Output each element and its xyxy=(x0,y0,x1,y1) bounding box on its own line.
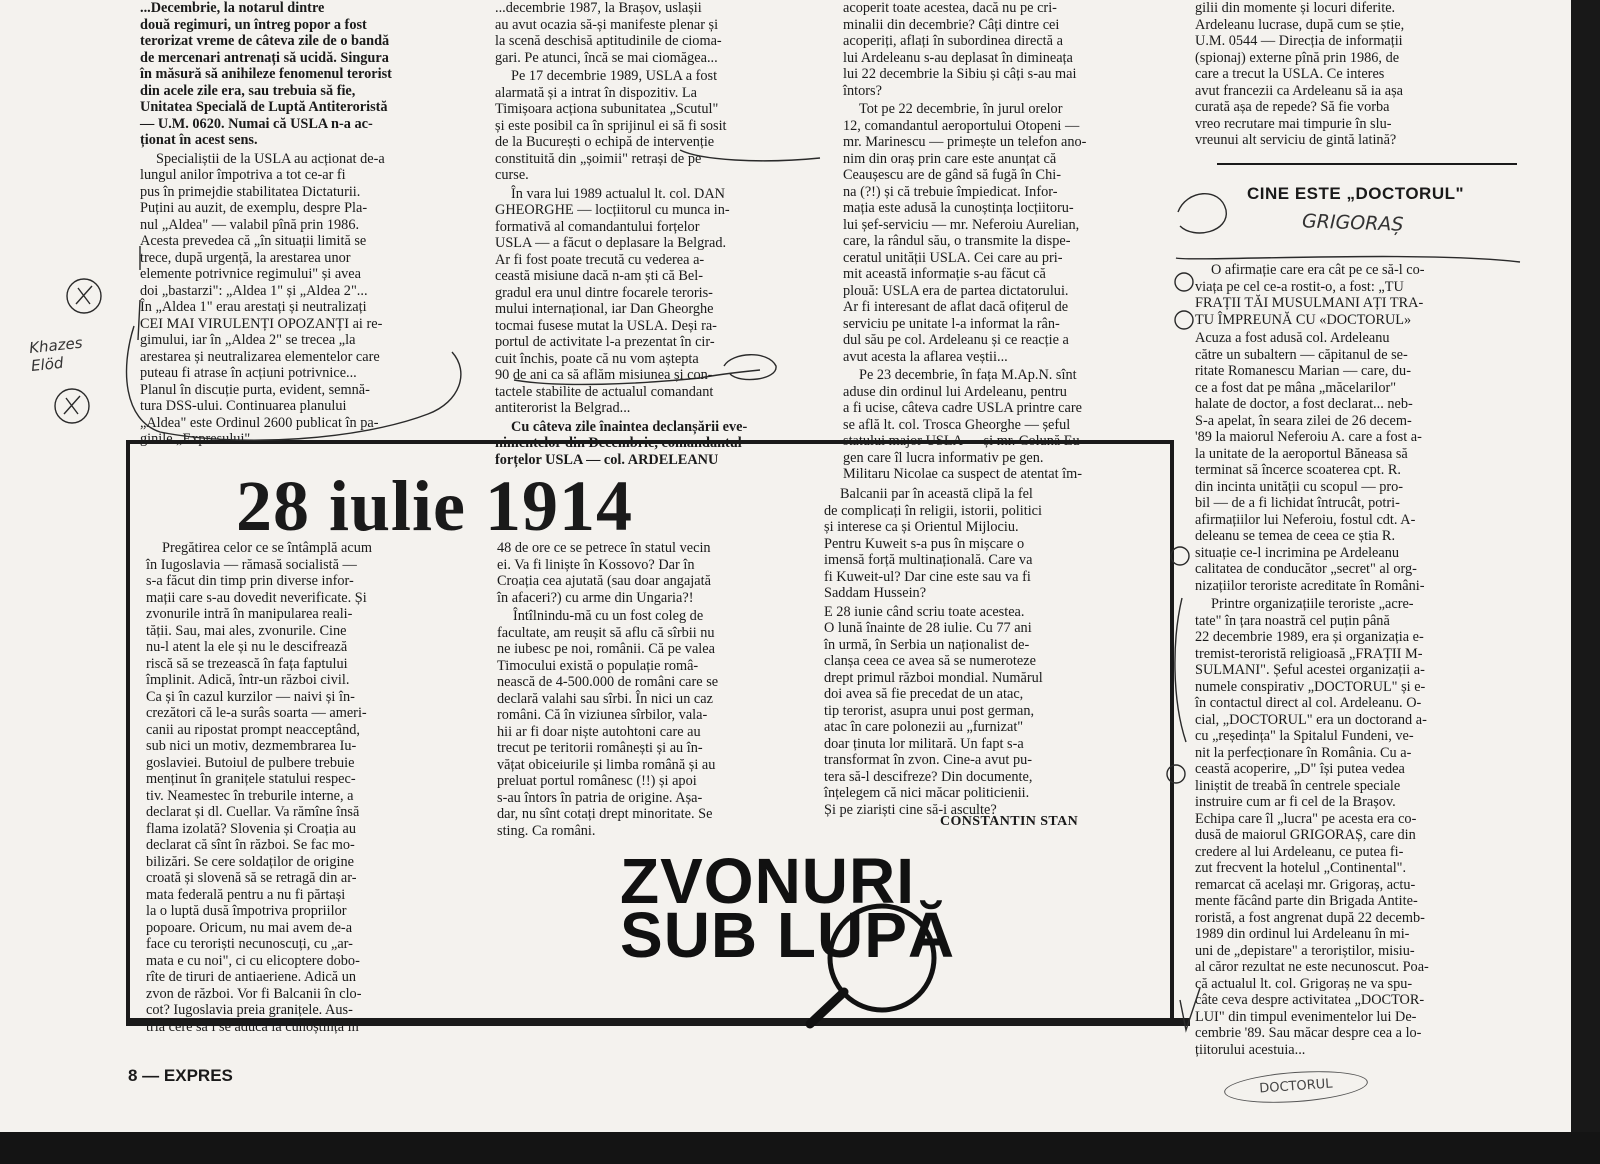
paragraph: O afirmație care era cât pe ce să-l co- viața pe cel ce-a rostit-o, a fost: „TU FRAȚII TĂI MUSULMANI AȚI TRA- TU ÎMPREUNĂ CU «DOCTORUL» xyxy=(1195,262,1425,328)
paragraph: Întîlnindu-mă cu un fost coleg de facultate, am reușit să aflu că sîrbii nu ne iubesc pe noi, românii. Că pe valea Timocului există o populație româ- nească de 4-500.000 de români care se declară valahi sau sîrbi. În nici un caz români. Că în viziunea sîrbilor, vala- hii ar fi doar niște autohtoni care au trecut pe teritorii românești și au în- vățat obiceiurile și limba română și au preluat portul românesc (!!) și apoi s-au întors în patria de origine. Așa- dar, nu sînt cotați drept minoritate. Se sting. Ca români. xyxy=(497,608,719,839)
scan-edge xyxy=(1571,0,1600,1132)
paragraph: ...Decembrie, la notarul dintre două regimuri, un întreg popor a fost terorizat vreme de câteva zile de o bandă de mercenari antrenați să ucidă. Singura în măsură să anihileze fenomenul terorist din acele zile era, sau trebuia să fie, Unitatea Specială de Luptă Antiteroristă — U.M. 0620. Numai că USLA n-a ac- ționat în acest sens. xyxy=(140,0,392,148)
handwritten-stamp: DOCTORUL xyxy=(1223,1067,1369,1107)
paragraph: ...decembrie 1987, la Brașov, uslașii au avut ocazia să-și manifeste plenar și la scenă deschisă aptitudinile de cioma- gari. Pe atunci, încă se mai ciomăgea... xyxy=(495,0,722,66)
paragraph: Pe 17 decembrie 1989, USLA a fost alarmată și a intrat în dispozitiv. La Timișoara acționa subunitatea „Scutul" și este posibil ca în sprijinul ei să fi sosit de la București o echipă de intervenție constituită din „șoimii" retrași de pe curse. xyxy=(495,68,727,183)
section-title: CINE ESTE „DOCTORUL" xyxy=(1247,184,1465,203)
logo-line-2: SUB LUPĂ xyxy=(620,899,956,971)
paragraph: Printre organizațiile teroriste „acre- tate" în țara noastră cel puțin până 22 decembrie 1989, era și organizația e- tremist-teroristă religioasă „FRAȚII M- SULMANI". Șeful acestei organizații a- numele conspirativ „DOCTORUL" și e- în contactul direct al col. Ardeleanu. O- cial, „DOCTORUL" era un doctorand a- cu „reședința" la Spitalul Fundeni, ve- nit la perfecționare în România. Cu a- ceastă acoperire, „D" își putea vedea liniștit de treabă în centrele speciale instruire cum ar fi cel de la Brașov. Echipa care îl „lucra" pe acesta era co- dusă de maiorul GRIGORAȘ, care din credere al lui Ardeleanu, ce putea fi- zut frecvent la hotelul „Continental". remarcat că același mr. Grigoraș, actu- mente făcând parte din Brigada Antite- roristă, a fost angrenat după 22 decemb- 1989 din ordinul lui Ardeleanu în mi- uni de „depistare" a teroriștilor, misiu- al căror rezultat ne este necunoscut. Poa- că actualul lt. col. Grigoraș ne va spu- câte ceva despre activitatea „DOCTOR- LUI" din timpul evenimentelor lui De- cembrie '89. Sau măcar despre cea a lo- țiitorului acestuia... xyxy=(1195,596,1429,1058)
paragraph: Tot pe 22 decembrie, în jurul orelor 12, comandantul aeroportului Otopeni — mr. Marinescu — primește un telefon ano- nim din oraș prin care este anunțat că Ceaușescu are de gând să fugă în Chi- na (?!) și că trebuie împiedicat. Infor- mația este adusă la cunoștința locțiitoru- lui șef-serviciu — mr. Neferoiu Aurelian, care, la rândul său, o transmite la dispe- ceratul unității USLA. Cei care au pri- mit această informație s-au făcut că plouă: USLA era de partea dictatorului. Ar fi interesant de aflat dacă ofițerul de serviciu pe unitate l-a informat la rân- dul său pe col. Ardeleanu și ce reacție a avut acesta la aflarea veștii... xyxy=(843,101,1087,365)
author-byline: CONSTANTIN STAN xyxy=(940,814,1079,829)
paragraph: Pregătirea celor ce se întâmplă acum în Iugoslavia — rămasă socialistă — s-a făcut din timp prin diverse infor- mații care s-au dovedit neverificate. Și zvonurile intră în manipularea reali- tății. Sau, mai ales, zvonurile. Cine nu-l atent la ele și nu le descifrează riscă să se trezească în fața faptului împlinit. Adică, într-un război civil. Ca și în cazul kurzilor — naivi și în- crezători că le-a surâs soarta — ameri- canii au ripostat prompt neacceptând, sub nici un motiv, dezmembrarea Iu- goslaviei. Butoiul de pulbere trebuie menținut în granițele statului respec- tiv. Neamestec în treburile interne, a declarat și dl. Cuellar. Va rămîne însă flama izolată? Slovenia și Croația au declarat că sînt în război. Se fac mo- bilizări. Se cere soldaților de origine croată și slovenă să se retragă din ar- mata federală pentru a nu fi părtași la o luptă dusă împotriva propriilor popoare. Oricum, nu mai avem de-a face cu teroriști necunoscuți, cu „ar- mata e cu noi", ci cu elicoptere dobo- rîte de tiruri de antiaeriene. Adică un zvon de război. Vor fi Balcanii în clo- cot? Iugoslavia preia granițele. Aus- tria cere să i se aducă la cunoștință în xyxy=(146,540,372,1035)
paragraph: În vara lui 1989 actualul lt. col. DAN GHEORGHE — locțiitorul cu munca in- formativă al comandantului forțelor USLA — a făcut o deplasare la Belgrad. Ar fi fost poate trecută cu vederea a- ceastă misiune dacă n-am ști că Bel- gradul era unul dintre focarele teroris- mului internațional, iar Dan Gheorghe tocmai fusese mutat la USLA. Deși ra- portul de activitate l-a prezentat în cir- cuit închis, poate că nu vom aștepta 90 de ani ca să aflăm misiunea și con- tactele stabilite de actualul comandant antiterorist la Belgrad... xyxy=(495,185,730,416)
paragraph: E 28 iunie când scriu toate acestea. O lună înainte de 28 iulie. Cu 77 ani în urmă, în Serbia un naționalist de- clanșa ceea ce avea să se numeroteze drept primul război mondial. Numărul doi avea să fie precedat de un atac, tip terorist, asupra unui post german, atac în care polonezii au „furnizat" doar ținuta lor militară. Un fapt s-a transformat în zvon. Cine-a avut pu- tera să-l descifreze? Din documente, înțelegem că nici măcar politicienii. Și pe ziariști cine să-i asculte? xyxy=(824,603,1043,818)
paragraph: acoperit toate acestea, dacă nu pe cri- minalii din decembrie? Câți dintre cei acoperiți, aflați în subordinea directă a lui Ardeleanu s-au deplasat în dimineața lui 22 decembrie la Sibiu și câți s-au mai întors? xyxy=(843,0,1077,99)
paragraph: Specialiștii de la USLA au acționat de-a lungul anilor împotriva a tot ce-ar fi pus în primejdie stabilitatea Dictaturii. Puțini au auzit, de exemplu, despre Pla- nul „Aldea" — valabil pînă prin 1986. Acesta prevedea că „în situații limită se trece, după urgență, la arestarea unor elemente potrivnice regimului" și avea doi „bastarzi": „Aldea 1" și „Aldea 2"... În „Aldea 1" erau arestați și neutralizați CEI MAI VIRULENȚI OPOZANȚI ai re- gimului, iar în „Aldea 2" se trecea „la arestarea și neutralizarea elementelor care puteau fi atrase în acțiuni potrivnice... Planul în discuție purta, evident, semnă- tura DSS-ului. Continuarea planului „Aldea" este Ordinul 2600 publicat în pa- ginile „Expresului". xyxy=(140,150,385,447)
handwritten-note: Khazes Elöd xyxy=(28,333,84,376)
scan-bottom-border xyxy=(0,1132,1600,1164)
feature-headline: 28 iulie 1914 xyxy=(236,466,634,546)
handwritten-grigoras: GRIGORAȘ xyxy=(1301,210,1404,236)
right-top-paragraph: gilii din momente și locuri diferite. Ardeleanu lucrase, după cum se știe, U.M. 0544 — Direcția de informații (spionaj) externe pînă prin 1986, de care a trecut la USLA. Ce interes avut francezii ca Ardeleanu să ia așa curată așa de repede? Să fie vorba vreo recrutare mai timpurie în slu- vreunui alt serviciu de gintă latină? xyxy=(1195,0,1405,148)
paragraph: Acuza a fost adusă col. Ardeleanu către un subaltern — căpitanul de se- ritate Romanescu Marian — care, du- ce a fost dat pe mâna „măcelarilor" halate de doctor, a fost declarat... neb- S-a apelat, în seara zilei de 26 decem- '89 la maiorul Neferoiu A. care a fost a- la unitate de la aeroportul Băneasa să terminat să încerce scoaterea cpt. R. din incinta unității cu scopul — pro- bil — de a fi lichidat întrucât, potri- afirmațiilor lui Neferoiu, fostul cdt. A- deleanu se temea de ceea ce știa R. situație ce-l incrimina pe Ardeleanu calitatea de conducător „secret" al org- nizațiilor teroriste acreditate în Români- xyxy=(1195,330,1425,594)
paragraph: Balcanii par în această clipă la fel de complicați în religii, istorii, politici și interese ca și Orientul Mijlociu. Pentru Kuweit s-a pus în mișcare o imensă forță multinațională. Care va fi Kuweit-ul? Dar cine este sau va fi Saddam Hussein? xyxy=(824,486,1042,601)
logo-line-1: ZVONURI xyxy=(620,845,915,917)
paragraph: Pe 23 decembrie, în fața M.Ap.N. sînt aduse din ordinul lui Ardeleanu, pentru a fi ucise, câteva cadre USLA printre care se află lt. col. Trosca Gheorghe — șeful statului major USLA — și mr. Colună Eu- gen care îl lucra informativ pe gen. Militaru Nicolae ca suspect de atentat îm- xyxy=(843,367,1085,482)
page-footer: 8 — EXPRES xyxy=(128,1066,233,1085)
paragraph: 48 de ore ce se petrece în statul vecin ei. Va fi liniște în Kossovo? Dar în Croația cea ajutată (sau doar angajată în afaceri?) cu arme din Ungaria?! xyxy=(497,540,711,606)
paragraph: Cu câteva zile înaintea declanșării eve- nimentelor din Decembrie, comandantul forțelor USLA — col. ARDELEANU xyxy=(495,418,748,468)
